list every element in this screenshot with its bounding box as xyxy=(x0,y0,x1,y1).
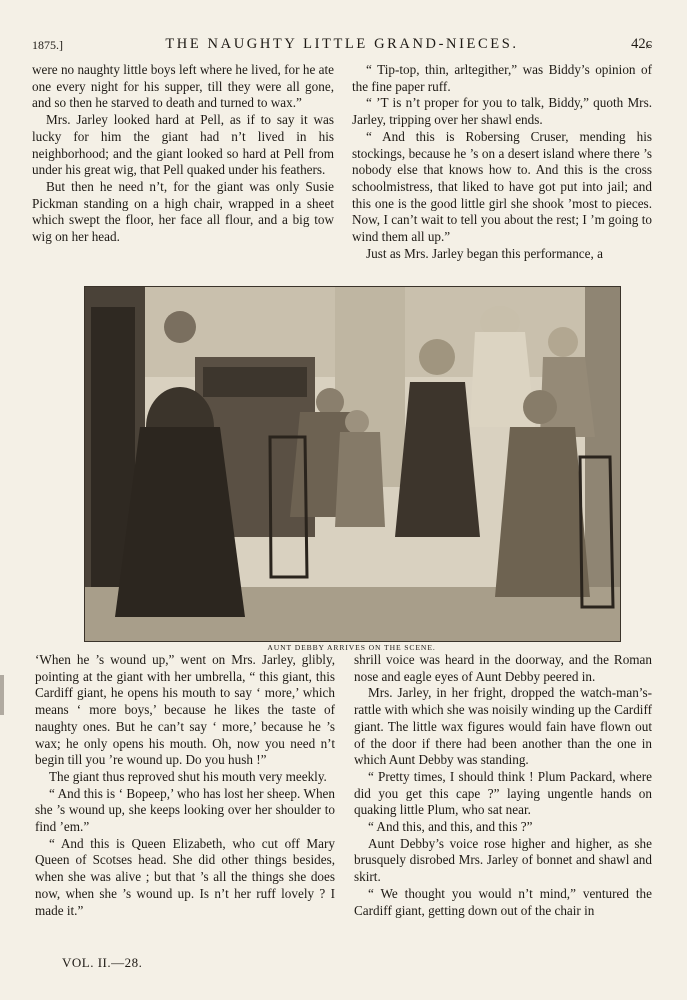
header-year: 1875.] xyxy=(32,38,63,52)
paragraph: were no naughty little boys left where he lived, for he ate one every night for his supper, till they were all gone, and so then he starved to death and turned to wax.” xyxy=(32,62,334,111)
paragraph: Mrs. Jarley looked hard at Pell, as if to say it was lucky for him the giant had n’t lived in his neighborhood; and the giant looked so hard at Pell from under his great wig, that Pell quaked under his feathers. xyxy=(32,112,334,178)
seated-woman xyxy=(523,390,557,424)
queen-figure xyxy=(548,327,578,357)
column-top-right xyxy=(352,62,652,262)
paragraph: “ And this is ‘ Bopeep,’ who has lost her sheep. When she ’s wound up, she keeps looking over her shoulder to find ’em.” xyxy=(35,785,335,835)
paragraph: The giant thus reproved shut his mouth very meekly. xyxy=(49,768,327,784)
running-header xyxy=(32,36,652,56)
header-title: THE NAUGHTY LITTLE GRAND-NIECES. xyxy=(165,36,519,52)
paragraph: “ ’T is n’t proper for you to talk, Biddy,” quoth Mrs. Jarley, tripping over her shawl ends. xyxy=(352,95,652,128)
paragraph: ‘When he ’s wound up,” went on Mrs. Jarley, glibly, pointing at the giant with her umbrella, “ this giant, this Cardiff giant, he opens his mouth to say ‘ more,’ which means ‘ more boys,’ because he likes the taste of naughty ones. But he can’t say ‘ more,’ because he ’s wax; he only opens his mouth. Oh, now you need n’t begin till you ’re wound up. Do you hush !” xyxy=(35,652,335,768)
column-top-left xyxy=(32,62,334,246)
paragraph: Just as Mrs. Jarley began this performance, a xyxy=(366,245,603,261)
binding-mark xyxy=(0,675,4,715)
paragraph: “ And this is Queen Elizabeth, who cut off Mary Queen of Scotses head. She did other things besides, when she was alive ; but that ’s all the things she does now, when she ’s wound up. Is n’t her ruff lovely ? I made it.” xyxy=(35,835,335,918)
paragraph: “ Tip-top, thin, arltegither,” was Biddy’s opinion of the fine paper ruff. xyxy=(352,62,652,94)
figure-caption: AUNT DEBBY ARRIVES ON THE SCENE. xyxy=(267,643,436,652)
paragraph: shrill voice was heard in the doorway, and the Roman nose and eagle eyes of Aunt Debby peered in. xyxy=(354,652,652,684)
paragraph: Aunt Debby’s voice rose higher and higher, as she brusquely disrobed Mrs. Jarley of bonnet and shawl and skirt. xyxy=(354,835,652,885)
paragraph: “ And this, and this, and this ?” xyxy=(368,819,533,835)
column-bottom-right xyxy=(354,652,652,919)
paragraph: “ Pretty times, I should think ! Plum Packard, where did you get this cape ?” laying ungentle hands on quaking little Plum, who sat near. xyxy=(354,768,652,818)
paragraph: “ And this is Robersing Cruser, mending his stockings, because he ’s on a desert island where there ’s nobody else that knows how to. And this is the cross schoolmistress, that liked to have got put into jail; and this one is the good little girl she shook ’most to pieces. Now, I can’t wait to tell you about the rest; I ’m going to wind them all up.” xyxy=(352,128,652,245)
column-bottom-left xyxy=(35,652,335,919)
paragraph: “ We thought you would n’t mind,” ventured the Cardiff giant, getting down out of the chair in xyxy=(354,885,652,918)
paragraph: But then he need n’t, for the giant was only Susie Pickman standing on a high chair, wrapped in a sheet which swept the floor, her face all flour, and a big tow wig on her head. xyxy=(32,178,334,245)
illustration xyxy=(84,286,621,642)
header-page-number: 42ɕ xyxy=(631,36,652,52)
paragraph: Mrs. Jarley, in her fright, dropped the watch-man’s-rattle with which she was noisily winding up the Cardiff giant. The little wax figures would fain have flown out of the door if there had been another than the one in which Aunt Debby was standing. xyxy=(354,685,652,768)
volume-signature: VOL. II.—28. xyxy=(62,955,143,970)
child-figure xyxy=(316,388,344,416)
girl-in-bonnet xyxy=(419,339,455,375)
engraving-scene xyxy=(85,287,620,641)
